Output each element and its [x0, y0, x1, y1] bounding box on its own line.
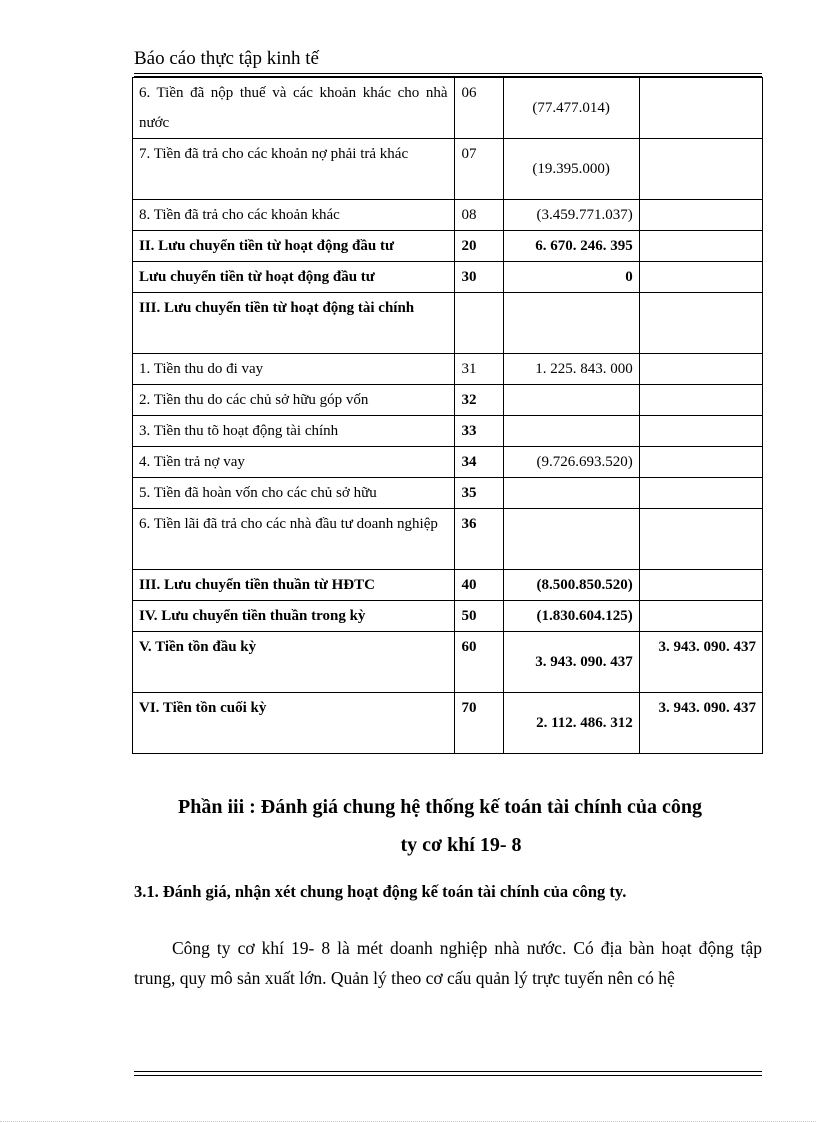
table-row — [133, 632, 763, 693]
row-description: VI. Tiền tồn cuối kỳ — [133, 693, 455, 754]
row-description: 6. Tiền đã nộp thuế và các khoản khác cho nhà nước — [133, 78, 455, 139]
row-prior-amount — [639, 293, 762, 354]
row-current-amount: (9.726.693.520) — [503, 447, 639, 478]
row-current-amount: (19.395.000) — [503, 139, 639, 200]
page-edge — [0, 1121, 816, 1122]
table-row — [133, 693, 763, 754]
row-current-amount: (77.477.014) — [503, 78, 639, 139]
table-row — [133, 570, 763, 601]
table-row — [133, 262, 763, 293]
row-code: 06 — [454, 78, 503, 139]
row-prior-amount — [639, 570, 762, 601]
row-description: Lưu chuyển tiền từ hoạt động đầu tư — [133, 262, 455, 293]
row-code: 07 — [454, 139, 503, 200]
row-prior-amount — [639, 447, 762, 478]
row-prior-amount — [639, 416, 762, 447]
row-prior-amount — [639, 78, 762, 139]
section-title — [178, 788, 758, 864]
row-prior-amount — [639, 354, 762, 385]
table-row — [133, 385, 763, 416]
row-prior-amount — [639, 601, 762, 632]
row-description: 8. Tiền đã trả cho các khoản khác — [133, 200, 455, 231]
row-code — [454, 293, 503, 354]
table-row — [133, 601, 763, 632]
cash-flow-table — [132, 77, 763, 754]
header-rule — [134, 73, 762, 74]
row-code: 35 — [454, 478, 503, 509]
row-code: 60 — [454, 632, 503, 693]
section-title-line-1: Phần iii : Đánh giá chung hệ thống kế toán tài chính của công — [178, 796, 702, 818]
table-row — [133, 78, 763, 139]
row-prior-amount — [639, 478, 762, 509]
row-current-amount — [503, 509, 639, 570]
row-code: 33 — [454, 416, 503, 447]
row-description: V. Tiền tồn đầu kỳ — [133, 632, 455, 693]
row-current-amount: 6. 670. 246. 395 — [503, 231, 639, 262]
row-description: IV. Lưu chuyển tiền thuần trong kỳ — [133, 601, 455, 632]
table-row — [133, 200, 763, 231]
row-current-amount: 0 — [503, 262, 639, 293]
row-code: 08 — [454, 200, 503, 231]
row-description: 4. Tiền trả nợ vay — [133, 447, 455, 478]
row-current-amount: (8.500.850.520) — [503, 570, 639, 601]
row-current-amount — [503, 416, 639, 447]
row-description: 2. Tiền thu do các chủ sở hữu góp vốn — [133, 385, 455, 416]
table-row — [133, 416, 763, 447]
row-prior-amount — [639, 139, 762, 200]
row-current-amount: 1. 225. 843. 000 — [503, 354, 639, 385]
row-current-amount: (1.830.604.125) — [503, 601, 639, 632]
section-title-line-2: ty cơ khí 19- 8 — [400, 834, 522, 856]
paragraph-text: Công ty cơ khí 19- 8 là mét doanh nghiệp nhà nước. Có địa bàn hoạt động tập trung, quy mô sản xuất lớn. Quản lý theo cơ cấu quản lý trực tuyến nên có hệ — [134, 938, 762, 988]
table-row — [133, 139, 763, 200]
row-description: III. Lưu chuyển tiền từ hoạt động tài chính — [133, 293, 455, 354]
row-current-amount — [503, 293, 639, 354]
table-row — [133, 231, 763, 262]
row-code: 40 — [454, 570, 503, 601]
page-header-title: Báo cáo thực tập kinh tế — [134, 48, 319, 69]
row-prior-amount — [639, 200, 762, 231]
row-prior-amount: 3. 943. 090. 437 — [639, 693, 762, 754]
row-prior-amount — [639, 231, 762, 262]
row-prior-amount — [639, 385, 762, 416]
row-current-amount — [503, 385, 639, 416]
row-prior-amount — [639, 509, 762, 570]
row-description: 7. Tiền đã trả cho các khoản nợ phải trả khác — [133, 139, 455, 200]
row-prior-amount — [639, 262, 762, 293]
row-description: 3. Tiền thu tõ hoạt động tài chính — [133, 416, 455, 447]
row-description: 5. Tiền đã hoàn vốn cho các chủ sở hữu — [133, 478, 455, 509]
table-row — [133, 509, 763, 570]
row-code: 36 — [454, 509, 503, 570]
row-description: 1. Tiền thu do đi vay — [133, 354, 455, 385]
footer-rule — [134, 1071, 762, 1072]
row-code: 70 — [454, 693, 503, 754]
row-code: 31 — [454, 354, 503, 385]
row-description: III. Lưu chuyển tiền thuần từ HĐTC — [133, 570, 455, 601]
body-paragraph — [134, 933, 762, 993]
row-code: 20 — [454, 231, 503, 262]
row-current-amount: 3. 943. 090. 437 — [503, 632, 639, 693]
subsection-heading: 3.1. Đánh giá, nhận xét chung hoạt động kế toán tài chính của công ty. — [134, 882, 627, 901]
row-current-amount: 2. 112. 486. 312 — [503, 693, 639, 754]
row-current-amount: (3.459.771.037) — [503, 200, 639, 231]
table-row — [133, 447, 763, 478]
row-description: 6. Tiền lãi đã trả cho các nhà đầu tư doanh nghiệp — [133, 509, 455, 570]
row-current-amount — [503, 478, 639, 509]
row-code: 34 — [454, 447, 503, 478]
table-row — [133, 478, 763, 509]
table-row — [133, 293, 763, 354]
row-code: 50 — [454, 601, 503, 632]
row-code: 32 — [454, 385, 503, 416]
row-description: II. Lưu chuyển tiền từ hoạt động đầu tư — [133, 231, 455, 262]
table-row — [133, 354, 763, 385]
footer-rule-double — [134, 1075, 762, 1076]
row-prior-amount: 3. 943. 090. 437 — [639, 632, 762, 693]
row-code: 30 — [454, 262, 503, 293]
